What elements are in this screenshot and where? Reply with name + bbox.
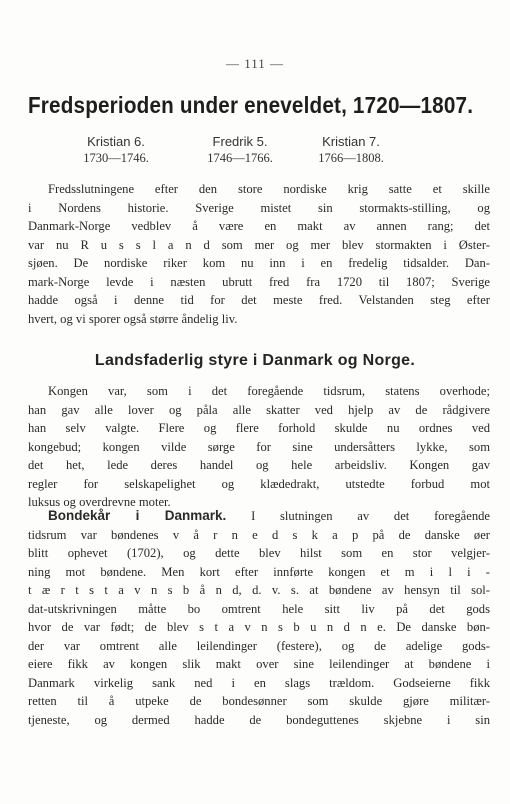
page-number: — 111 —: [225, 56, 285, 71]
text-line: tjeneste, og dermed hadde de bondeguttenes skjebne i sin: [28, 712, 490, 727]
reign-years: 1746—1766.: [207, 151, 273, 165]
reign-years: 1766—1808.: [318, 151, 384, 165]
text-line: ning mot bøndene. Men kort efter innførte kongen et m i l i -: [28, 564, 490, 579]
text-line: var nu R u s s l a n d som mer og mer blev stormakten i Øster-: [28, 237, 490, 252]
reign-kristian-7: [286, 134, 416, 166]
text-line: dat-utskrivningen måtte bo omtrent hele sitt liv på det gods: [28, 601, 490, 616]
reign-kristian-6: [52, 134, 180, 166]
text-line: det het, lede deres handel og hele arbeidsliv. Kongen gav: [28, 458, 490, 472]
text-line: eiere fikk av kongen slik makt over sine leilendinger at bøndene i: [28, 657, 490, 671]
text-line: sjøen. De nordiske riker kom nu inn i en fredelig tidsalder. Dan-: [28, 256, 490, 270]
reign-name: Kristian 6.: [87, 134, 145, 149]
chapter-title: Fredsperioden under eneveldet, 1720—1807.: [28, 92, 474, 118]
reign-list: [52, 134, 472, 170]
subsection-paragraph: [28, 507, 490, 729]
text-line: Danmark-Norge vedblev å være en makt av annen rang; det: [28, 219, 490, 233]
text-line: der var omtrent alle leilendinger (festere), og de adelige gods-: [28, 638, 490, 653]
subsection-heading: Bondekår i Danmark.: [48, 508, 227, 523]
section-paragraph: [28, 382, 490, 512]
text-line: han gav alle lover og påla alle skatter ved hjelp av de rådgivere: [28, 402, 490, 417]
text-line: blitt ophevet (1702), og dette blev hilst som en stor velgjer-: [28, 546, 490, 560]
text-line: i Nordens historie. Sverige mistet sin stormakts-stilling, og: [28, 200, 490, 215]
text-line: tidsrum var bøndenes v å r n e d s k a p på de danske øer: [28, 527, 490, 542]
text-line: Kongen var, som i det foregående tidsrum, statens overhode;: [48, 384, 490, 398]
text-line: regler for selskapelighet og klædedrakt, utstedte forbud mot: [28, 476, 490, 491]
intro-paragraph: [28, 180, 490, 328]
reign-name: Fredrik 5.: [212, 134, 268, 149]
text-line: t æ r t s t a v n s b å n d, d. v. s. at bøndene av hensyn til sol-: [28, 583, 490, 597]
text-line: Fredsslutningene efter den store nordiske krig satte et skille: [48, 182, 490, 196]
text-line: hadde også i denne tid for det meste fred. Velstanden steg efter: [28, 293, 490, 307]
text-line: retten til å utpeke de bondesønner som skulde gjøre militær-: [28, 694, 490, 708]
text-line: mark-Norge levde i næsten ubrutt fred fra 1720 til 1807; Sverige: [28, 274, 490, 289]
text-line: han selv valgte. Flere og flere forhold skulde nu ordnes ved: [28, 421, 490, 435]
text-line: kongebud; kongen vilde sørge for sine undersåtters lykke, som: [28, 439, 490, 454]
text-line-first: [28, 507, 490, 526]
reign-name: Kristian 7.: [322, 134, 380, 149]
text-line: hvert, og vi sporer også større åndelig liv.: [28, 311, 238, 326]
text-fragment: I slutningen av det foregående: [226, 509, 491, 523]
reign-years: 1730—1746.: [83, 151, 149, 165]
text-line: hvor de var født; de blev s t a v n s b u n d n e. De danske bøn-: [28, 620, 490, 634]
reign-fredrik-5: [176, 134, 304, 166]
text-line: Danmark virkelig sank ned i en slags trældom. Godseierne fikk: [28, 675, 490, 690]
section-heading: Landsfaderlig styre i Danmark og Norge.: [94, 352, 416, 369]
text-line: luksus og overdrevne moter.: [28, 495, 171, 509]
